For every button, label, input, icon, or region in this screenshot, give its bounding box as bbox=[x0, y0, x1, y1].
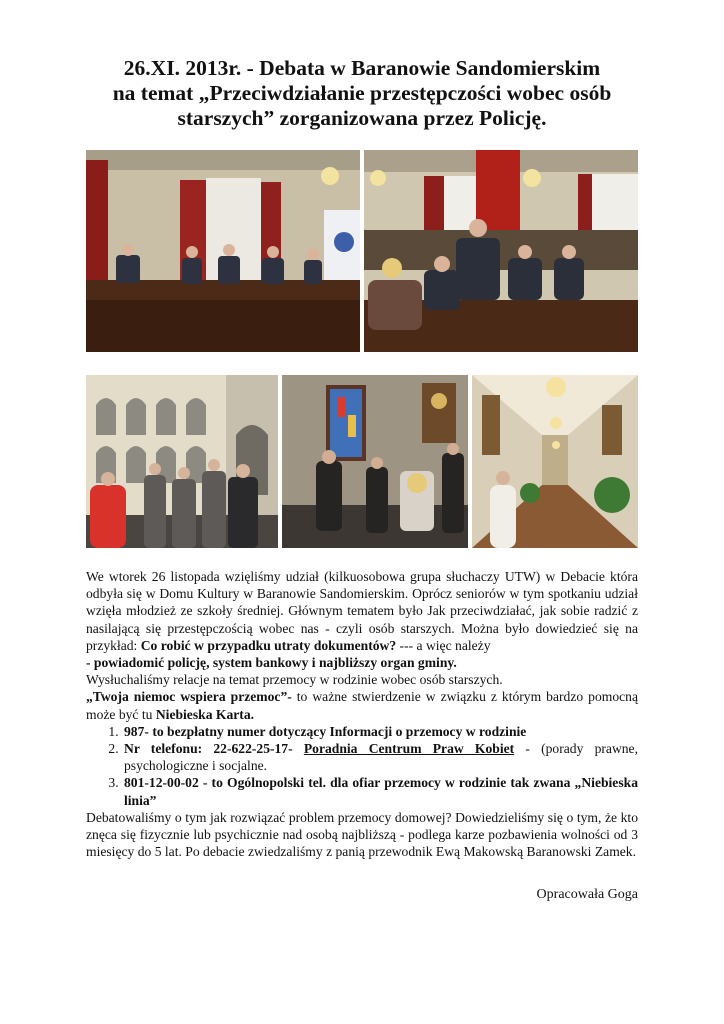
photo-castle-chapel bbox=[282, 375, 468, 548]
question-bold: Co robić w przypadku utraty dokumentów? bbox=[140, 637, 397, 653]
signature: Opracowała Goga bbox=[536, 887, 638, 902]
card-bold: Niebieska Karta. bbox=[155, 706, 255, 722]
list-item: 3. 801-12-00-02 - to Ogólnopolski tel. dla ofiar przemocy w rodzinie tak zwana „Niebieska linia” bbox=[122, 774, 638, 808]
page-title bbox=[60, 56, 664, 131]
intro-paragraph bbox=[86, 568, 638, 654]
photo-castle-hall bbox=[472, 375, 638, 548]
photo-debate-panel bbox=[86, 150, 360, 352]
quote-tail: to ważne stwierdzenie w związku z którym bardzo pomocną może być tu bbox=[86, 689, 638, 722]
photo-debate-audience bbox=[364, 150, 638, 352]
title-line-3: starszych” zorganizowana przez Policję. bbox=[177, 106, 547, 130]
poradnia-link[interactable]: Poradnia Centrum Praw Kobiet bbox=[303, 741, 515, 757]
title-line-1: 26.XI. 2013r. - Debata w Baranowie Sandomierskim bbox=[123, 56, 601, 80]
question-tail: --- a więc należy bbox=[396, 637, 491, 653]
quote-paragraph bbox=[86, 688, 638, 722]
article-body bbox=[86, 568, 638, 860]
relations-line: Wysłuchaliśmy relacje na temat przemocy w rodzinie wobec osób starszych. bbox=[86, 672, 503, 688]
list-item: 2. Nr telefonu: 22-622-25-17- Poradnia Centrum Praw Kobiet - (porady prawne, psychologiczne i socjalne. bbox=[122, 740, 638, 774]
notify-line: - powiadomić policję, system bankowy i najbliższy organ gminy. bbox=[86, 655, 457, 671]
photo-castle-courtyard bbox=[86, 375, 278, 548]
helpline-list bbox=[86, 723, 638, 809]
title-line-2: na temat „Przeciwdziałanie przestępczości wobec osób bbox=[112, 81, 612, 105]
closing-paragraph: Debatowaliśmy o tym jak rozwiązać problem przemocy domowej? Dowiedzieliśmy się o tym, że kto znęca się fizycznie lub psychicznie nad osobą najbliższą - podlega karze pozbawienia wolności od 3 miesięcy do 5 lat. Po debacie zwiedzaliśmy z panią przewodnik Ewą Makowską Baranowski Zamek. bbox=[86, 809, 638, 860]
list-item: 1. 987- to bezpłatny numer dotyczący Informacji o przemocy w rodzinie bbox=[122, 723, 638, 740]
intro-text: We wtorek 26 listopada wzięliśmy udział (kilkuosobowa grupa słuchaczy UTW) w Debacie która odbyła się w Domu Kultury w Baranowie Sandomierskim. Oprócz seniorów w tym spotkaniu udział wzięła młodzież ze szkoły średniej. Głównym tematem było Jak przeciwdziałać, jak sobie radzić z nasilającą się przestępczością wobec nas - czyli osób starszych. Można było dowiedzieć się na przykład: bbox=[86, 569, 638, 653]
quote-bold: „Twoja niemoc wspiera przemoc”- bbox=[86, 689, 292, 705]
